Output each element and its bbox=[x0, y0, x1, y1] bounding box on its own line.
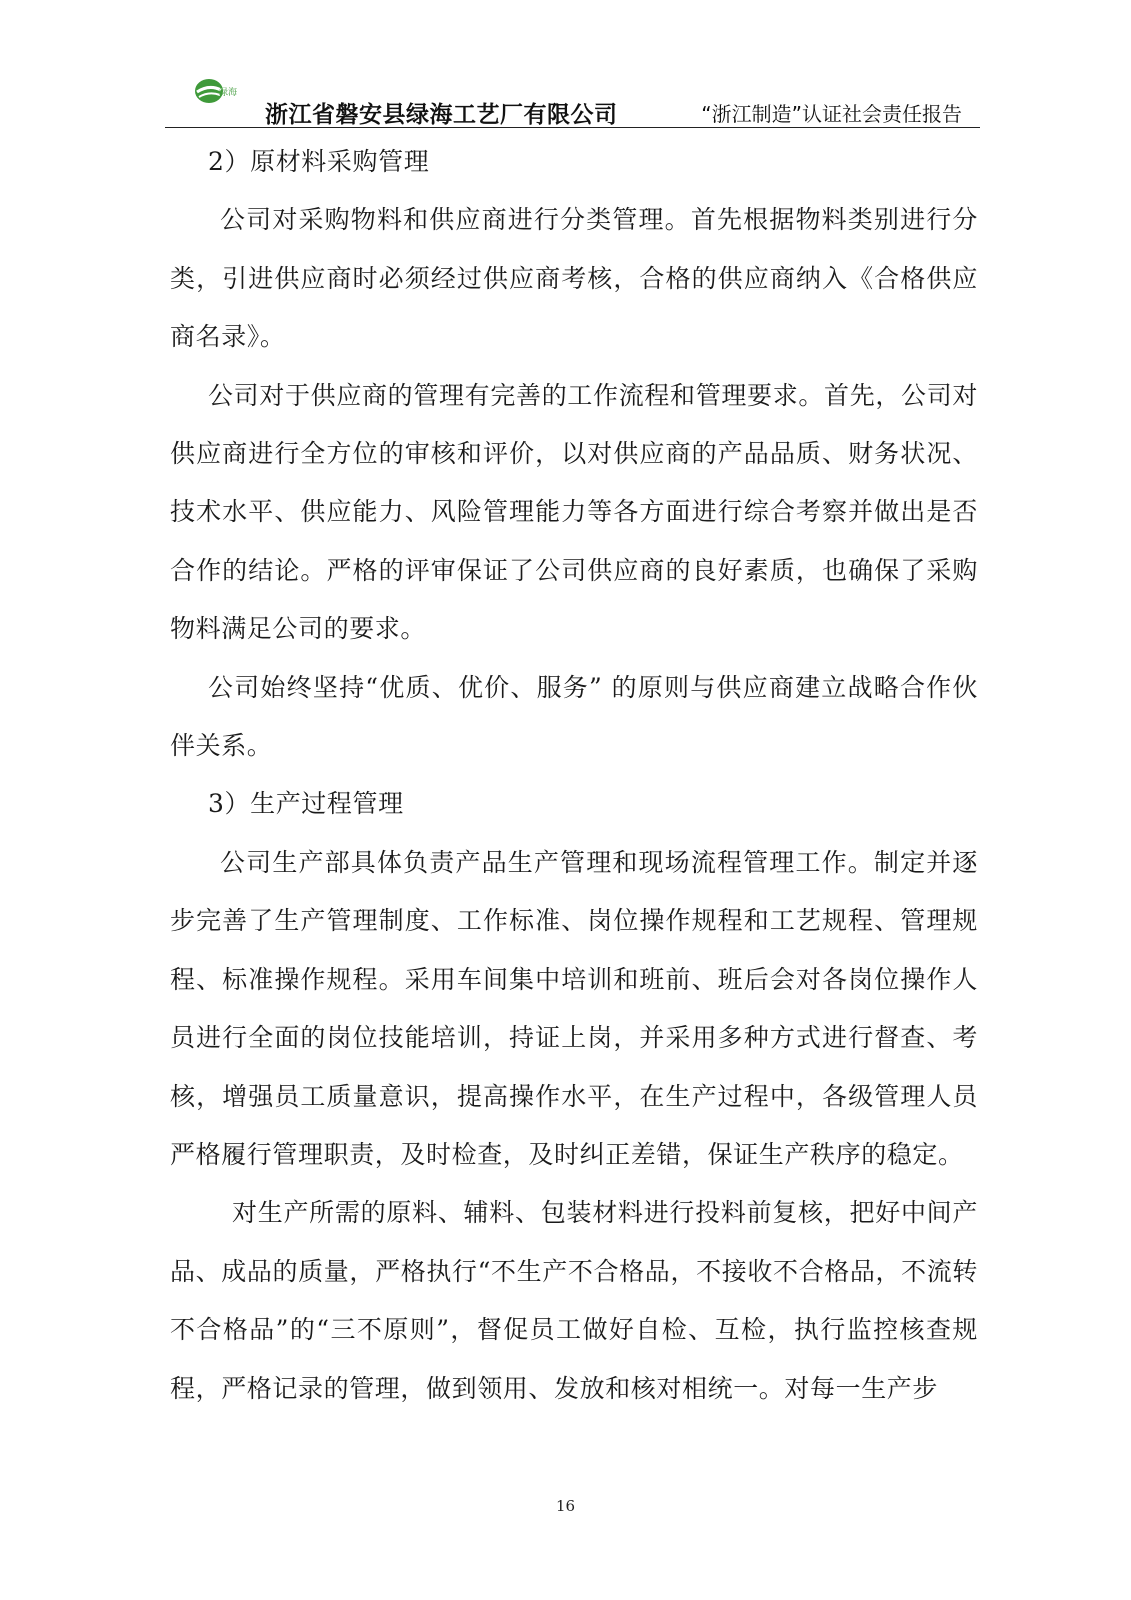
report-title: “浙江制造”认证社会责任报告 bbox=[701, 102, 962, 126]
paragraph-supplier-classification: 公司对采购物料和供应商进行分类管理。首先根据物料类别进行分类，引进供应商时必须经过供应商考核，合格的供应商纳入《合格供应商名录》。 bbox=[170, 205, 978, 352]
page-header bbox=[165, 72, 980, 130]
logo-text: 绿海 bbox=[219, 88, 238, 98]
page-number: 16 bbox=[555, 1497, 576, 1515]
section-heading-raw-material-procurement: 2）原材料采购管理 bbox=[208, 147, 430, 176]
paragraph-material-inspection: 对生产所需的原料、辅料、包装材料进行投料前复核，把好中间产品、成品的质量，严格执行“不生产不合格品，不接收不合格品，不流转不合格品”的“三不原则”，督促员工做好自检、互检，执行监控核查规程，严格记录的管理，做到领用、发放和核对相统一。对每一生产步 bbox=[170, 1198, 978, 1403]
paragraph-supplier-partnership: 公司始终坚持“优质、优价、服务” 的原则与供应商建立战略合作伙伴关系。 bbox=[170, 672, 978, 761]
paragraph-production-department: 公司生产部具体负责产品生产管理和现场流程管理工作。制定并逐步完善了生产管理制度、工作标准、岗位操作规程和工艺规程、管理规程、标准操作规程。采用车间集中培训和班前、班后会对各岗位操作人员进行全面的岗位技能培训，持证上岗，并采用多种方式进行督查、考核，增强员工质量意识，提高操作水平，在生产过程中，各级管理人员严格履行管理职责，及时检查，及时纠正差错，保证生产秩序的稳定。 bbox=[170, 847, 978, 1169]
section-heading-production-process: 3）生产过程管理 bbox=[208, 789, 404, 819]
header-divider bbox=[165, 127, 980, 128]
paragraph-supplier-management: 公司对于供应商的管理有完善的工作流程和管理要求。首先，公司对供应商进行全方位的审核和评价，以对供应商的产品品质、财务状况、技术水平、供应能力、风险管理能力等各方面进行综合考察并做出是否合作的结论。严格的评审保证了公司供应商的良好素质，也确保了采购物料满足公司的要求。 bbox=[170, 380, 978, 644]
page-body bbox=[170, 133, 978, 1418]
company-name: 浙江省磐安县绿海工艺厂有限公司 bbox=[265, 102, 618, 128]
